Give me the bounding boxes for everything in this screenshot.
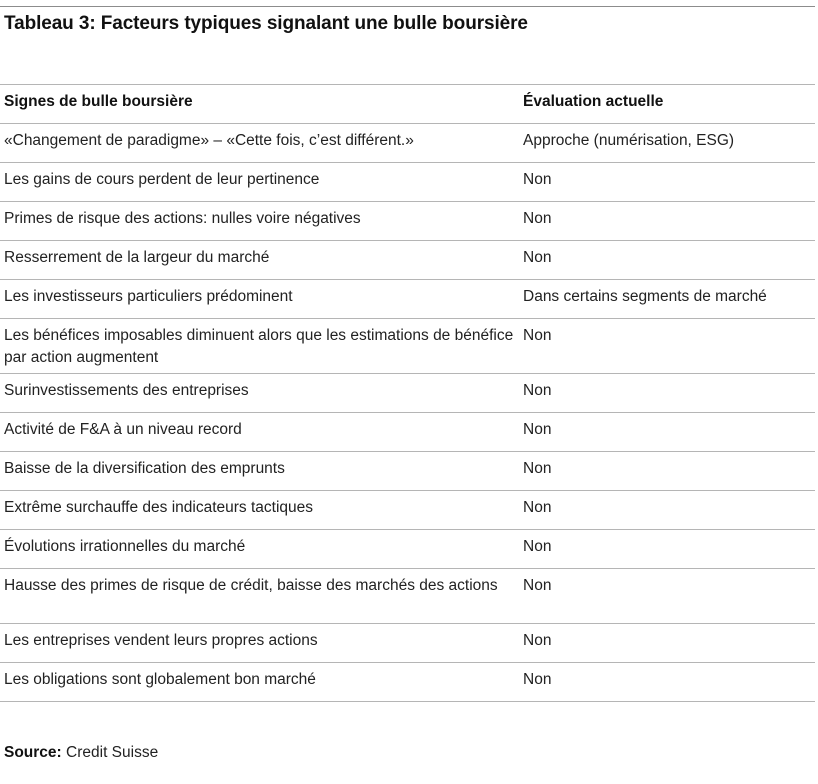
- table-row: [0, 163, 815, 202]
- table-row: [0, 413, 815, 452]
- sign-cell: «Changement de paradigme» – «Cette fois, c’est différent.»: [0, 124, 519, 163]
- source-label: Source:: [4, 744, 62, 761]
- sign-cell: Hausse des primes de risque de crédit, baisse des marchés des actions: [0, 569, 519, 624]
- assessment-cell: Non: [519, 624, 815, 663]
- assessment-cell: Non: [519, 241, 815, 280]
- table-row: [0, 452, 815, 491]
- table-row: [0, 663, 815, 702]
- assessment-cell: Dans certains segments de marché: [519, 280, 815, 319]
- table-row: [0, 530, 815, 569]
- assessment-cell: Non: [519, 491, 815, 530]
- table-row: [0, 124, 815, 163]
- top-rule: [0, 6, 815, 7]
- source-value: Credit Suisse: [66, 744, 159, 761]
- assessment-cell: Non: [519, 530, 815, 569]
- column-header-assessment: Évaluation actuelle: [519, 85, 815, 124]
- assessment-cell: Non: [519, 413, 815, 452]
- table-header-row: [0, 85, 815, 124]
- assessment-cell: Non: [519, 374, 815, 413]
- sign-cell: Baisse de la diversification des emprunts: [0, 452, 519, 491]
- bubble-signs-table: [0, 84, 815, 702]
- sign-cell: Resserrement de la largeur du marché: [0, 241, 519, 280]
- assessment-cell: Non: [519, 319, 815, 374]
- table-row: [0, 241, 815, 280]
- source-note: [4, 744, 158, 762]
- assessment-cell: Approche (numérisation, ESG): [519, 124, 815, 163]
- sign-cell: Les gains de cours perdent de leur pertinence: [0, 163, 519, 202]
- table-row: [0, 280, 815, 319]
- table-row: [0, 374, 815, 413]
- sign-cell: Les obligations sont globalement bon marché: [0, 663, 519, 702]
- assessment-cell: Non: [519, 452, 815, 491]
- sign-cell: Surinvestissements des entreprises: [0, 374, 519, 413]
- assessment-cell: Non: [519, 663, 815, 702]
- assessment-cell: Non: [519, 202, 815, 241]
- table-row: [0, 569, 815, 624]
- sign-cell: Les bénéfices imposables diminuent alors que les estimations de bénéfice par action augmentent: [0, 319, 519, 374]
- table-title: Tableau 3: Facteurs typiques signalant une bulle boursière: [4, 13, 528, 34]
- assessment-cell: Non: [519, 163, 815, 202]
- table-row: [0, 202, 815, 241]
- sign-cell: Primes de risque des actions: nulles voire négatives: [0, 202, 519, 241]
- table-row: [0, 491, 815, 530]
- sign-cell: Activité de F&A à un niveau record: [0, 413, 519, 452]
- sign-cell: Évolutions irrationnelles du marché: [0, 530, 519, 569]
- sign-cell: Les investisseurs particuliers prédominent: [0, 280, 519, 319]
- assessment-cell: Non: [519, 569, 815, 624]
- sign-cell: Extrême surchauffe des indicateurs tactiques: [0, 491, 519, 530]
- table-row: [0, 319, 815, 374]
- column-header-signs: Signes de bulle boursière: [0, 85, 519, 124]
- sign-cell: Les entreprises vendent leurs propres actions: [0, 624, 519, 663]
- table-row: [0, 624, 815, 663]
